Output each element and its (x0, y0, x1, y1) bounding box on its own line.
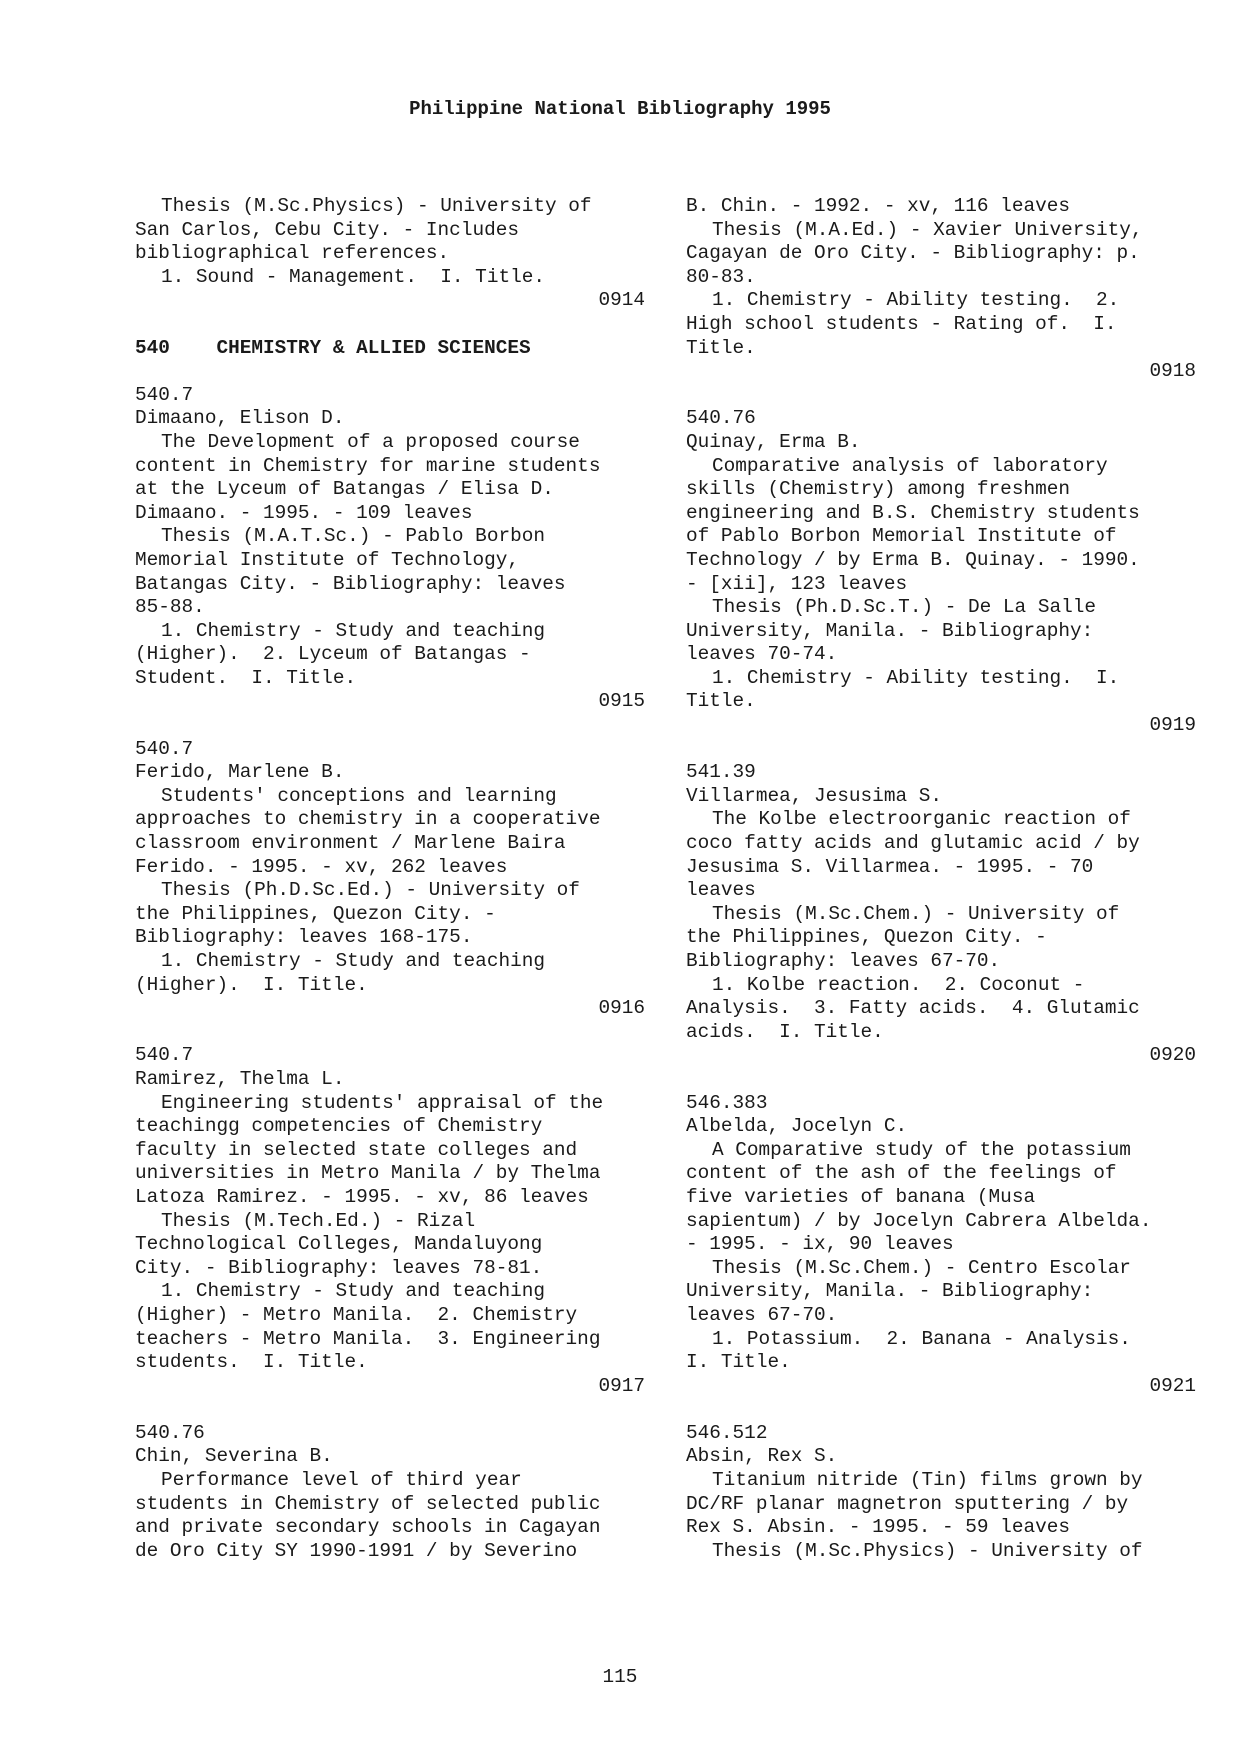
text-line: University, Manila. - Bibliography: (686, 619, 1094, 642)
entry-paragraph-line: Thesis (M.A.Ed.) - Xavier University, (712, 218, 1143, 241)
text-line: 540.76 (686, 407, 756, 430)
text-line: Cagayan de Oro City. - Bibliography: p. (686, 242, 1140, 265)
entry-number: 0916 (598, 997, 645, 1020)
entry-paragraph-line: Titanium nitride (Tin) films grown by (712, 1469, 1143, 1492)
entry-number: 0914 (598, 289, 645, 312)
entry-number: 0915 (598, 690, 645, 713)
text-line: University, Manila. - Bibliography: (686, 1280, 1094, 1303)
page-title: Philippine National Bibliography 1995 (409, 98, 831, 120)
entry-paragraph-line: The Kolbe electroorganic reaction of (712, 808, 1131, 831)
text-line: acids. I. Title. (686, 1020, 884, 1043)
text-line: coco fatty acids and glutamic acid / by (686, 832, 1140, 855)
entry-paragraph-line: Thesis (M.Tech.Ed.) - Rizal (161, 1209, 476, 1232)
text-line: Dimaano. - 1995. - 109 leaves (135, 501, 473, 524)
text-line: Rex S. Absin. - 1995. - 59 leaves (686, 1516, 1070, 1539)
spacer (686, 1398, 1196, 1422)
spacer (135, 1398, 645, 1422)
text-line: Title. (686, 690, 756, 713)
entry-number: 0917 (598, 1374, 645, 1397)
entry-paragraph-line: Thesis (Ph.D.Sc.T.) - De La Salle (712, 596, 1096, 619)
text-line: City. - Bibliography: leaves 78-81. (135, 1256, 543, 1279)
text-line: Ferido, Marlene B. (135, 761, 345, 784)
text-line: - 1995. - ix, 90 leaves (686, 1233, 954, 1256)
entry-paragraph-line: 1. Chemistry - Ability testing. I. (712, 666, 1120, 689)
entry-paragraph-line: 1. Sound - Management. I. Title. (161, 265, 545, 288)
text-line: skills (Chemistry) among freshmen (686, 478, 1070, 501)
text-line: classroom environment / Marlene Baira (135, 832, 566, 855)
text-line: (Higher). I. Title. (135, 973, 368, 996)
entry-paragraph-line: Thesis (Ph.D.Sc.Ed.) - University of (161, 879, 580, 902)
page-number: 115 (602, 1666, 638, 1688)
text-line: and private secondary schools in Cagayan (135, 1516, 601, 1539)
entry-number: 0921 (1149, 1374, 1196, 1397)
entry-paragraph-line: Thesis (M.Sc.Chem.) - Centro Escolar (712, 1256, 1131, 1279)
text-line: bibliographical references. (135, 242, 450, 265)
text-line: Batangas City. - Bibliography: leaves (135, 572, 566, 595)
entry-paragraph-line: 1. Kolbe reaction. 2. Coconut - (712, 973, 1085, 996)
text-line: the Philippines, Quezon City. - (135, 902, 496, 925)
text-line: Technology / by Erma B. Quinay. - 1990. (686, 548, 1140, 571)
text-line: faculty in selected state colleges and (135, 1138, 578, 1161)
text-line: 540.7 (135, 737, 194, 760)
text-line: Dimaano, Elison D. (135, 407, 345, 430)
text-line: High school students - Rating of. I. (686, 312, 1117, 335)
text-line: Bibliography: leaves 168-175. (135, 926, 473, 949)
section-heading: 540 CHEMISTRY & ALLIED SCIENCES (135, 336, 531, 359)
text-line: de Oro City SY 1990-1991 / by Severino (135, 1539, 578, 1562)
text-line: Quinay, Erma B. (686, 430, 861, 453)
text-line: Title. (686, 336, 756, 359)
text-line: 80-83. (686, 265, 756, 288)
text-line: universities in Metro Manila / by Thelma (135, 1162, 601, 1185)
spacer (686, 738, 1196, 762)
text-line: leaves 67-70. (686, 1303, 838, 1326)
entry-paragraph-line: 1. Chemistry - Study and teaching (161, 1280, 545, 1303)
text-line: at the Lyceum of Batangas / Elisa D. (135, 478, 554, 501)
text-line: students in Chemistry of selected public (135, 1492, 601, 1515)
text-line: 546.512 (686, 1421, 768, 1444)
entry-paragraph-line: Thesis (M.Sc.Chem.) - University of (712, 902, 1120, 925)
entry-number: 0918 (1149, 360, 1196, 383)
entry-paragraph-line: 1. Chemistry - Study and teaching (161, 619, 545, 642)
entry-paragraph-line: Thesis (M.Sc.Physics) - University of (712, 1539, 1143, 1562)
text-line: 85-88. (135, 596, 205, 619)
spacer (135, 313, 645, 337)
text-line: Bibliography: leaves 67-70. (686, 950, 1001, 972)
text-line: content in Chemistry for marine students (135, 454, 601, 477)
entry-paragraph-line: Students' conceptions and learning (161, 784, 557, 807)
text-line: (Higher) - Metro Manila. 2. Chemistry (135, 1303, 578, 1326)
text-line: teachingg competencies of Chemistry (135, 1115, 543, 1138)
text-line: Memorial Institute of Technology, (135, 548, 519, 571)
entry-paragraph-line: Thesis (M.Sc.Physics) - University of (161, 195, 592, 217)
entry-paragraph-line: Comparative analysis of laboratory (712, 454, 1108, 477)
entry-paragraph-line: A Comparative study of the potassium (712, 1138, 1131, 1161)
text-line: (Higher). 2. Lyceum of Batangas - (135, 643, 531, 666)
text-line: leaves (686, 879, 756, 902)
text-line: sapientum) / by Jocelyn Cabrera Albelda. (686, 1209, 1152, 1232)
text-line: Analysis. 3. Fatty acids. 4. Glutamic (686, 997, 1140, 1020)
text-line: Student. I. Title. (135, 666, 357, 689)
text-line: 546.383 (686, 1091, 768, 1114)
text-line: DC/RF planar magnetron sputtering / by (686, 1492, 1129, 1515)
text-line: of Pablo Borbon Memorial Institute of (686, 525, 1117, 548)
text-line: Ferido. - 1995. - xv, 262 leaves (135, 855, 508, 878)
text-line: students. I. Title. (135, 1351, 368, 1374)
spacer (686, 384, 1196, 408)
spacer (135, 1021, 645, 1045)
spacer (135, 360, 645, 384)
entry-paragraph-line: Thesis (M.A.T.Sc.) - Pablo Borbon (161, 525, 545, 548)
entry-paragraph-line: Performance level of third year (161, 1469, 522, 1492)
text-line: Latoza Ramirez. - 1995. - xv, 86 leaves (135, 1185, 589, 1208)
text-line: leaves 70-74. (686, 643, 838, 666)
text-line: Ramirez, Thelma L. (135, 1067, 345, 1090)
entry-paragraph-line: 1. Chemistry - Ability testing. 2. (712, 289, 1120, 312)
entry-paragraph-line: 1. Chemistry - Study and teaching (161, 950, 545, 972)
bibliography-column-left (135, 195, 645, 1563)
spacer (135, 714, 645, 738)
text-line: Albelda, Jocelyn C. (686, 1115, 908, 1138)
bibliography-column-right (686, 195, 1196, 1563)
text-line: 540.7 (135, 383, 194, 406)
text-line: 540.76 (135, 1421, 205, 1444)
entry-paragraph-line: Engineering students' appraisal of the (161, 1091, 604, 1114)
spacer (686, 1068, 1196, 1092)
entry-number: 0919 (1149, 714, 1196, 737)
text-line: Jesusima S. Villarmea. - 1995. - 70 (686, 855, 1094, 878)
text-line: Absin, Rex S. (686, 1445, 838, 1468)
text-line: B. Chin. - 1992. - xv, 116 leaves (686, 195, 1070, 217)
text-line: engineering and B.S. Chemistry students (686, 501, 1140, 524)
text-line: five varieties of banana (Musa (686, 1185, 1036, 1208)
text-line: content of the ash of the feelings of (686, 1162, 1117, 1185)
entry-paragraph-line: The Development of a proposed course (161, 430, 580, 453)
entry-number: 0920 (1149, 1044, 1196, 1067)
text-line: 541.39 (686, 761, 756, 784)
text-line: Villarmea, Jesusima S. (686, 784, 942, 807)
text-line: Technological Colleges, Mandaluyong (135, 1233, 543, 1256)
text-line: Chin, Severina B. (135, 1445, 333, 1468)
text-line: 540.7 (135, 1044, 194, 1067)
text-line: San Carlos, Cebu City. - Includes (135, 218, 519, 241)
text-line: - [xii], 123 leaves (686, 572, 908, 595)
entry-paragraph-line: 1. Potassium. 2. Banana - Analysis. (712, 1327, 1131, 1350)
text-line: the Philippines, Quezon City. - (686, 926, 1047, 949)
text-line: teachers - Metro Manila. 3. Engineering (135, 1327, 601, 1350)
text-line: approaches to chemistry in a cooperative (135, 808, 601, 831)
text-line: I. Title. (686, 1351, 791, 1374)
